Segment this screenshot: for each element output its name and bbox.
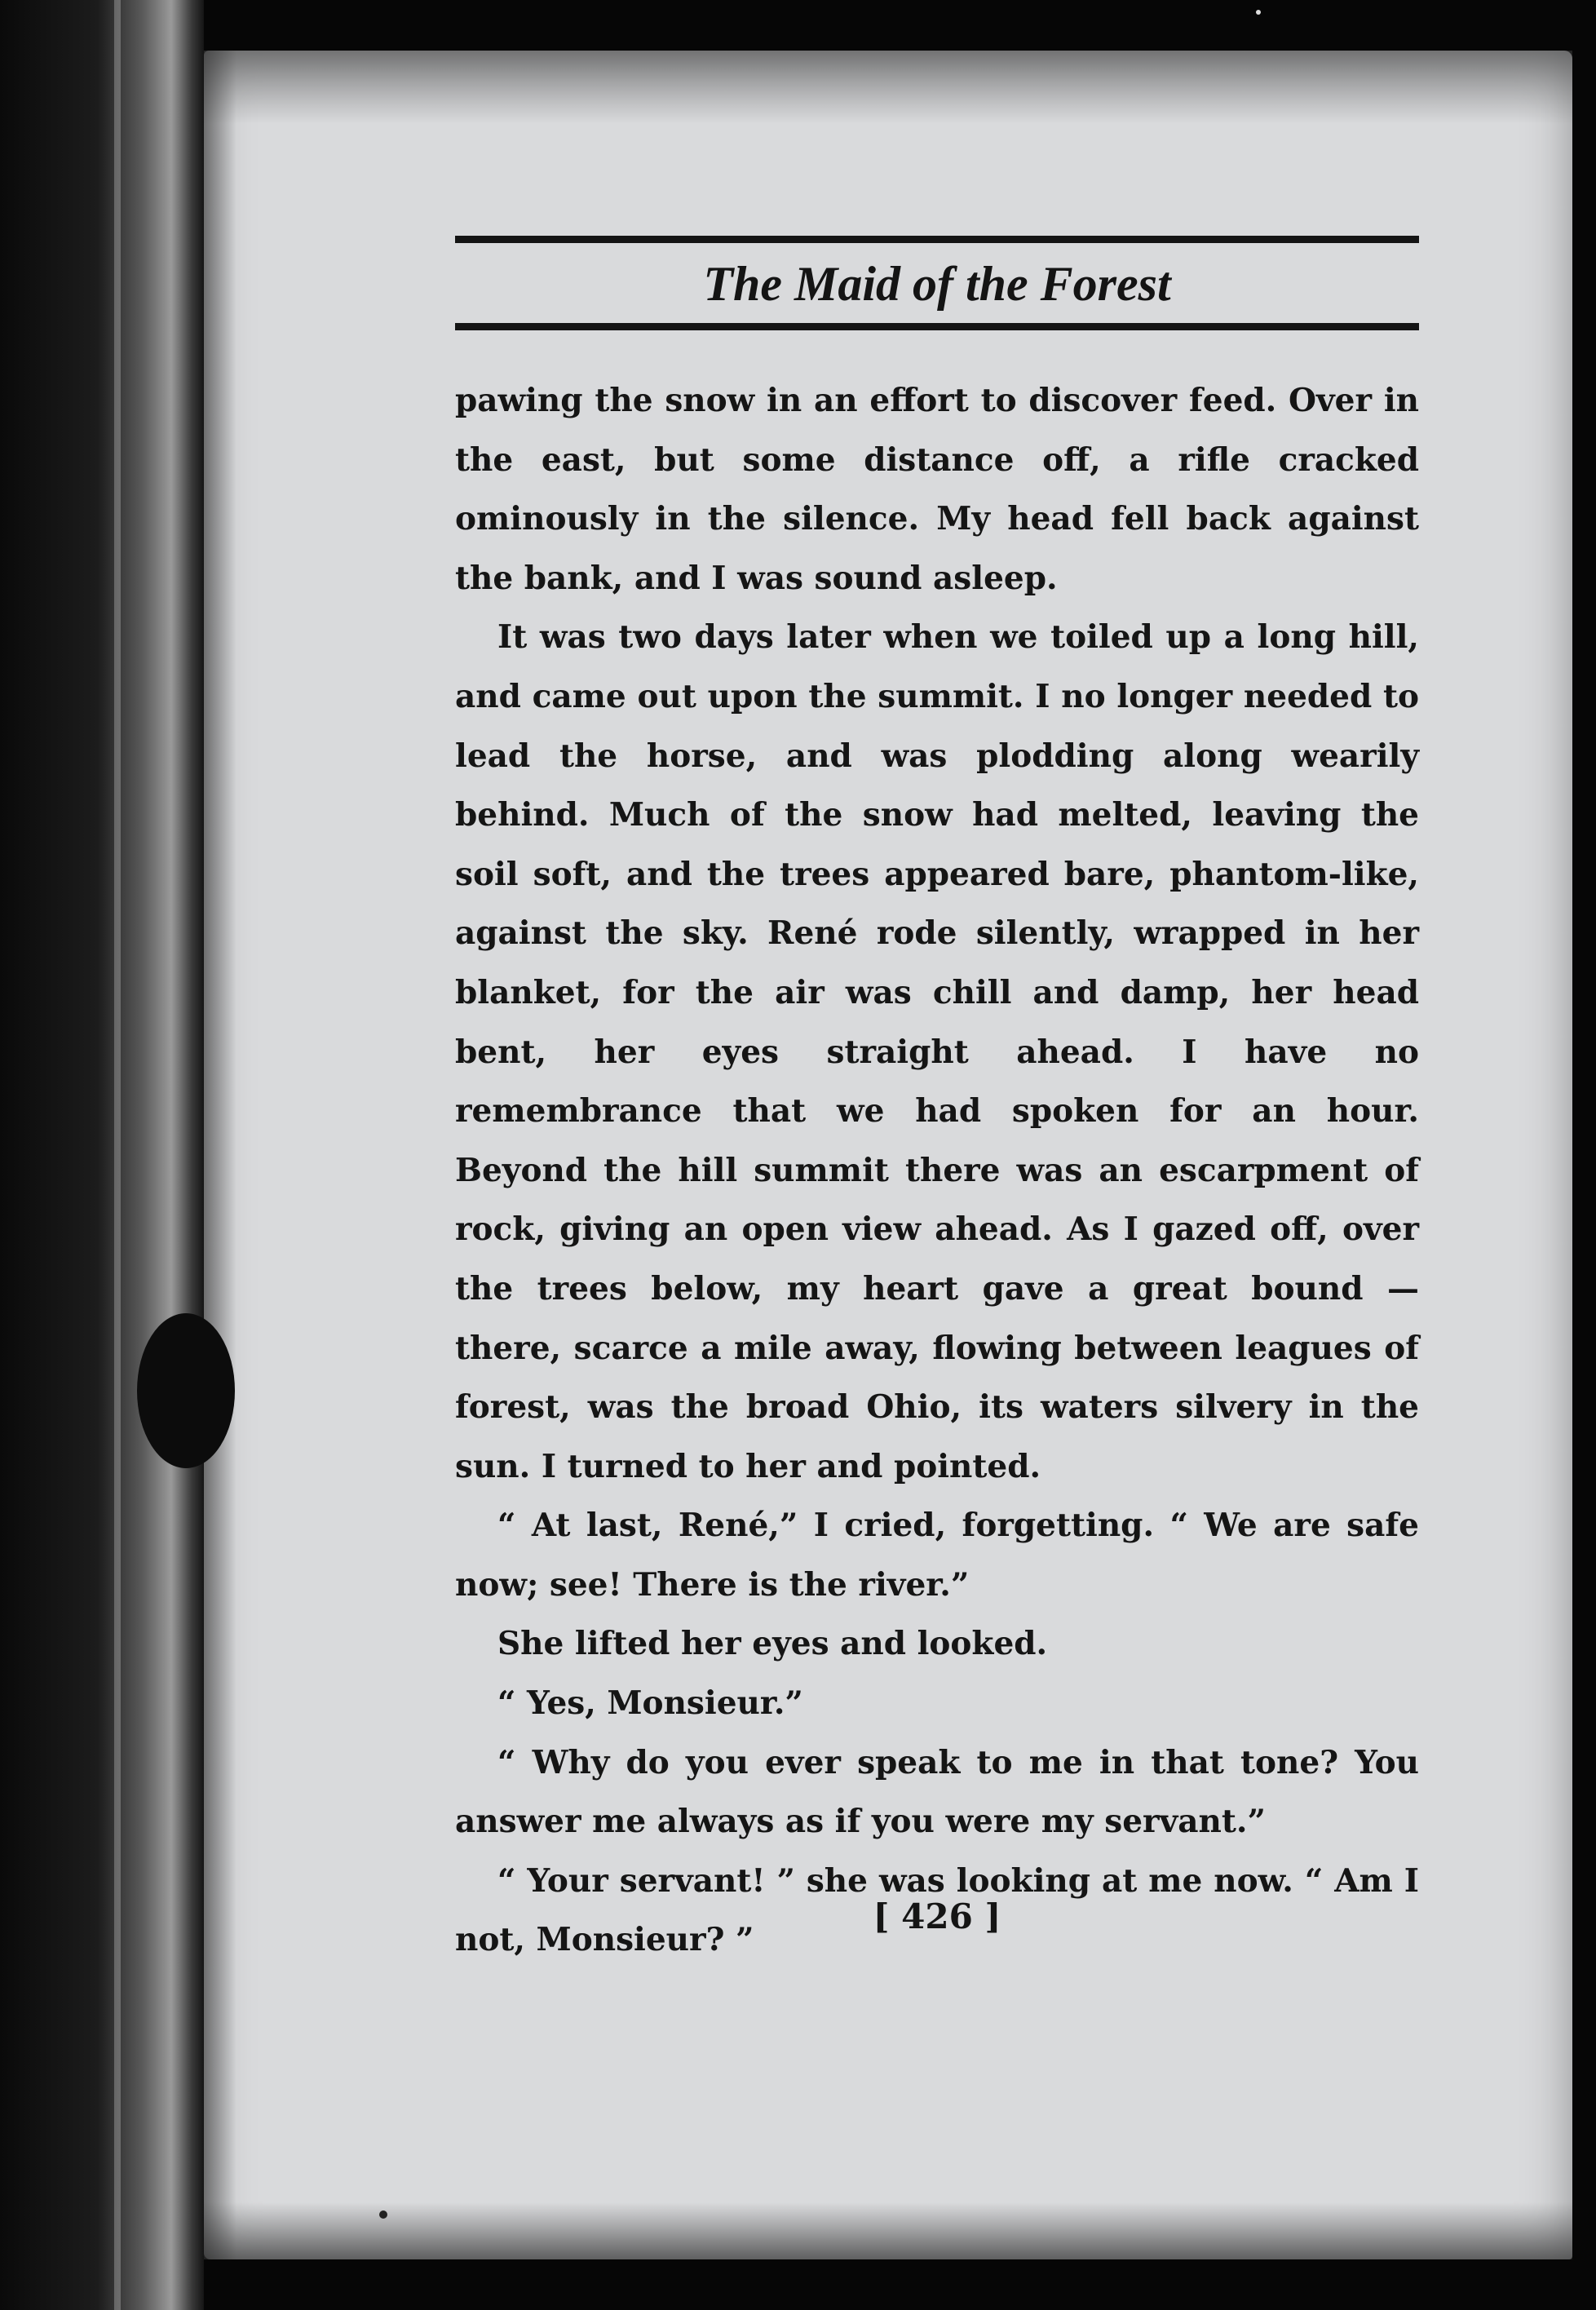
paragraph: “ Why do you ever speak to me in that tone? You answer me always as if you were my servant.” xyxy=(455,1743,1419,1841)
binding-edge xyxy=(0,0,204,2310)
paragraph: “ Your servant! ” she was looking at me now. “ Am I not, Monsieur? ” xyxy=(455,1861,1419,1959)
header-rule-top xyxy=(455,236,1419,243)
paragraph: It was two days later when we toiled up a long hill, and came out upon the summit. I no longer needed to lead the horse, and was plodding along wearily behind. Much of the snow had melted, leaving the soil soft, and the trees appeared bare, phantom-like, against the sky. René rode silently, wrapped in her blanket, for the air was chill and damp, her head bent, her eyes straight ahead. I have no remembrance that we had spoken for an hour. Beyond the hill summit there was an escarpment of rock, giving an open view ahead. As I gazed off, over the trees below, my heart gave a great bound — there, scarce a mile away, flowing between leagues of forest, was the broad Ohio, its waters silvery in the sun. I turned to her and pointed. xyxy=(455,618,1419,1485)
scan-thumb-shadow xyxy=(137,1313,235,1468)
page-number: [ 426 ] xyxy=(873,1896,1001,1936)
page-shadow-bottom xyxy=(204,2202,1572,2259)
page-shadow-left xyxy=(204,51,237,2259)
running-head: The Maid of the Forest xyxy=(703,257,1171,311)
page-shadow-top xyxy=(204,51,1572,124)
paragraph: She lifted her eyes and looked. xyxy=(497,1625,1048,1663)
paragraph: pawing the snow in an effort to discover feed. Over in the east, but some distance off, a rifle cracked ominously in the silence. My head fell back against the bank, and I was sound asleep. xyxy=(455,382,1419,597)
paragraph: “ Yes, Monsieur.” xyxy=(497,1684,803,1723)
scan-speck xyxy=(1256,10,1261,15)
header-rule-bottom xyxy=(455,323,1419,330)
paragraph: “ At last, René,” I cried, forgetting. “ We are safe now; see! There is the river.” xyxy=(455,1507,1419,1604)
scan-speck xyxy=(379,2210,387,2219)
page-body-text xyxy=(455,371,1419,1970)
